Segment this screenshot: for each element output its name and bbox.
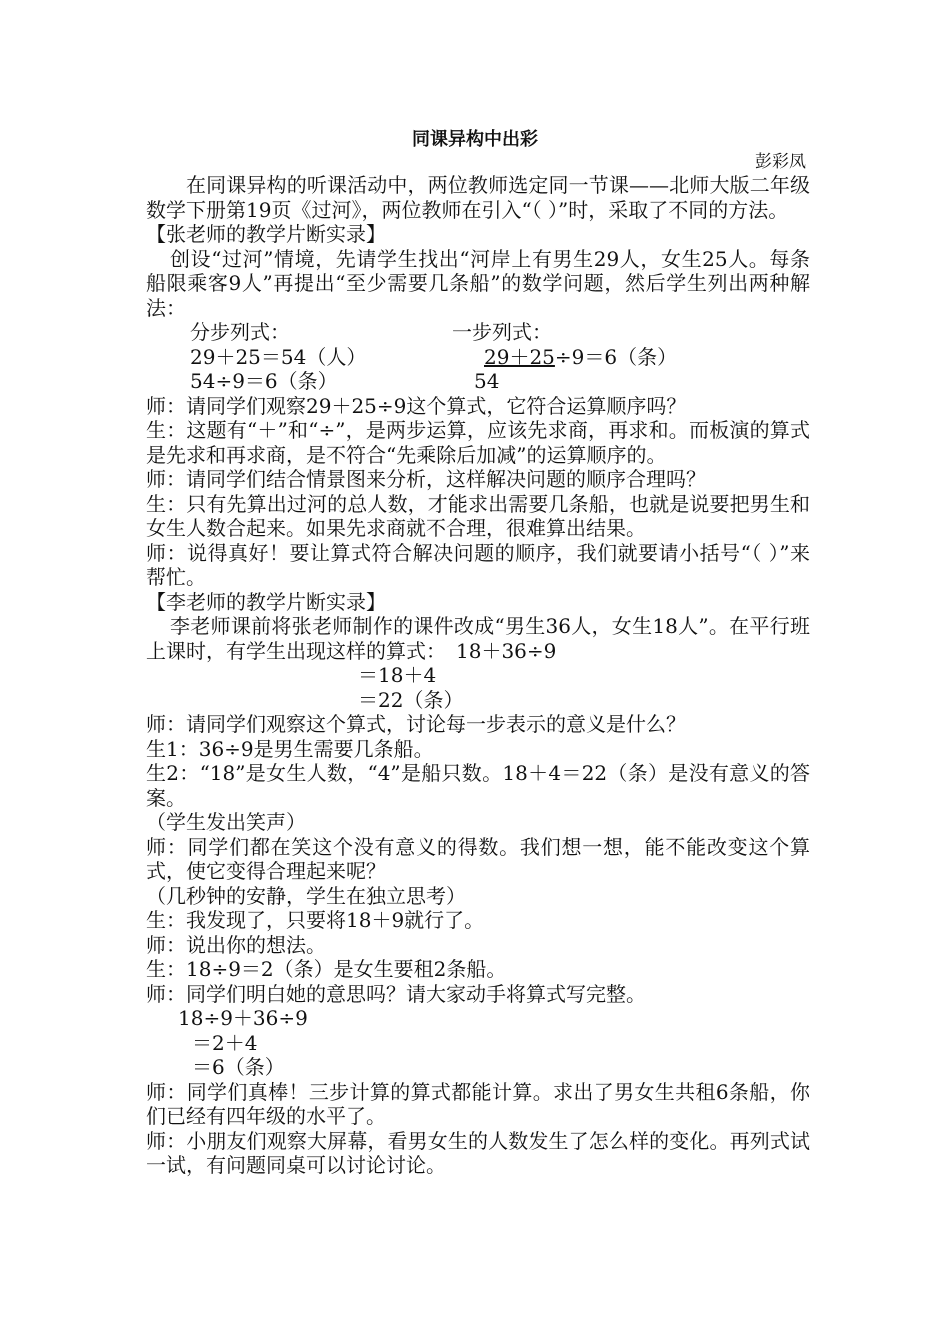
dialog-line: 生：这题有“＋”和“÷”，是两步运算，应该先求商，再求和。而板演的算式是先求和再求商，是不符合“先乘除后加减”的运算顺序的。 bbox=[146, 418, 810, 467]
dialog-line: 师：请同学们观察这个算式，讨论每一步表示的意义是什么？ bbox=[146, 712, 686, 736]
onestep-rest: ÷9＝6（条） bbox=[554, 344, 678, 369]
stepwise-title: 分步列式： bbox=[190, 320, 290, 344]
section-heading-zhang: 【张老师的教学片断实录】 bbox=[146, 222, 386, 246]
dialog-line: 师：同学们都在笑这个没有意义的得数。我们想一想，能不能改变这个算式，使它变得合理起来呢？ bbox=[146, 834, 810, 883]
calc1-line bbox=[146, 663, 810, 688]
stepwise-step-2: 54÷9＝6（条） bbox=[190, 369, 338, 393]
dialog-line: 师：小朋友们观察大屏幕，看男女生的人数发生了怎么样的变化。再列式试一试，有问题同桌可以讨论讨论。 bbox=[146, 1128, 810, 1177]
onestep-title: 一步列式： bbox=[452, 320, 552, 344]
document-title: 同课异构中出彩 bbox=[412, 129, 538, 150]
stepwise-step-1: 29＋25＝54（人） bbox=[190, 344, 367, 369]
solution-titles-row bbox=[146, 320, 810, 345]
dialog-line: （学生发出笑声） bbox=[146, 810, 306, 834]
calc2-line bbox=[146, 1055, 810, 1080]
dialog-line: 生：我发现了，只要将18＋9就行了。 bbox=[146, 908, 485, 932]
calc2-line bbox=[146, 1031, 810, 1056]
calc2-step: ＝6（条） bbox=[192, 1055, 285, 1079]
dialog-line: 生2：“18”是女生人数，“4”是船只数。18＋4＝22（条）是没有意义的答案。 bbox=[146, 761, 810, 810]
dialog-line: 师：请同学们观察29＋25÷9这个算式，它符合运算顺序吗？ bbox=[146, 393, 687, 418]
solution-row-2 bbox=[146, 369, 810, 394]
dialog-line: 师：同学们明白她的意思吗？请大家动手将算式写完整。 bbox=[146, 981, 646, 1006]
author-name: 彭彩凤 bbox=[755, 152, 806, 172]
zhang-intro-paragraph: 创设“过河”情境，先请学生找出“河岸上有男生29人，女生25人。每条船限乘客9人”再提出“至少需要几条船”的数学问题，然后学生列出两种解法： bbox=[146, 246, 810, 320]
dialog-line: 生：18÷9＝2（条）是女生要租2条船。 bbox=[146, 957, 507, 981]
section-heading-li: 【李老师的教学片断实录】 bbox=[146, 589, 386, 614]
calc2-step: ＝2＋4 bbox=[192, 1030, 258, 1055]
document-body bbox=[146, 173, 810, 1178]
dialog-line: 师：同学们真棒！三步计算的算式都能计算。求出了男女生共租6条船，你们已经有四年级的水平了。 bbox=[146, 1079, 810, 1128]
li-intro-paragraph: 李老师课前将张老师制作的课件改成“男生36人，女生18人”。在平行班上课时，有学生出现这样的算式： 18＋36÷9 bbox=[146, 614, 810, 663]
dialog-line: 生1：36÷9是男生需要几条船。 bbox=[146, 736, 434, 761]
dialog-line: 师：说得真好！要让算式符合解决问题的顺序，我们就要请小括号“（ ）”来帮忙。 bbox=[146, 540, 810, 589]
onestep-underlined-part: 29＋25 bbox=[484, 344, 555, 369]
calc2-step: 18÷9＋36÷9 bbox=[178, 1006, 308, 1030]
calc1-step: ＝18＋4 bbox=[358, 663, 437, 687]
calc1-line bbox=[146, 688, 810, 713]
solution-row-1 bbox=[146, 345, 810, 370]
onestep-under-value: 54 bbox=[474, 369, 500, 393]
dialog-line: （几秒钟的安静，学生在独立思考） bbox=[146, 883, 466, 908]
dialog-line: 师：说出你的想法。 bbox=[146, 932, 326, 957]
onestep-equation bbox=[484, 345, 677, 370]
calc2-line bbox=[146, 1006, 810, 1031]
calc1-step: ＝22（条） bbox=[358, 687, 464, 712]
dialog-line: 师：请同学们结合情景图来分析，这样解决问题的顺序合理吗？ bbox=[146, 467, 706, 491]
dialog-line: 生：只有先算出过河的总人数，才能求出需要几条船，也就是说要把男生和女生人数合起来。如果先求商就不合理，很难算出结果。 bbox=[146, 491, 810, 540]
intro-paragraph: 在同课异构的听课活动中，两位教师选定同一节课——北师大版二年级数学下册第19页《过河》，两位教师在引入“（ ）”时，采取了不同的方法。 bbox=[146, 173, 810, 222]
